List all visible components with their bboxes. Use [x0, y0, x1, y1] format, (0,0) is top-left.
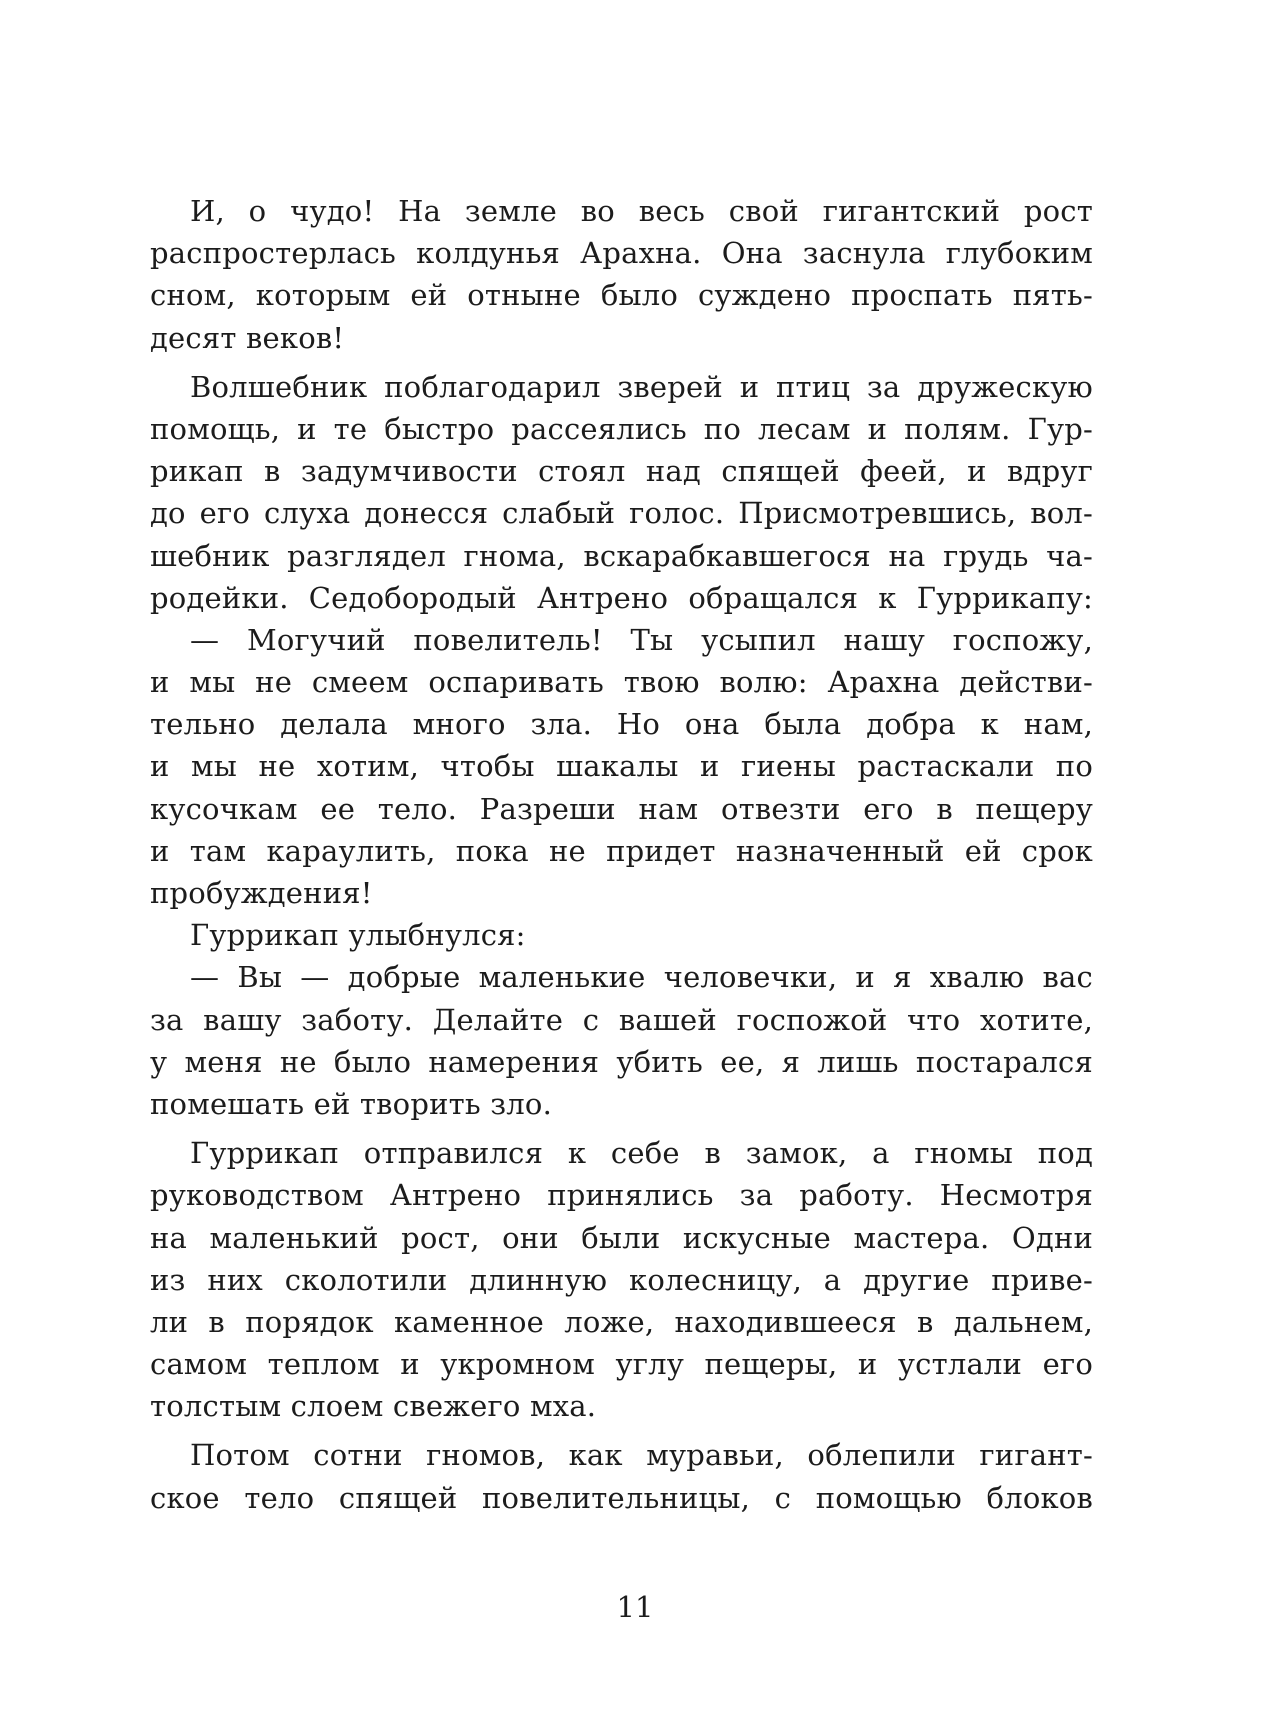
text-line: сном, которым ей отныне было суждено проспать пять-	[150, 278, 1093, 313]
body-text	[150, 190, 1093, 1519]
text-line: распростерлась колдунья Арахна. Она заснула глубоким	[150, 236, 1093, 271]
text-line: родейки. Седобородый Антрено обращался к Гуррикапу:	[150, 580, 1093, 615]
paragraph-7	[150, 1434, 1093, 1518]
text-line: толстым слоем свежего мха.	[150, 1389, 597, 1424]
text-line: — Вы — добрые маленькие человечки, и я хвалю вас	[190, 960, 1093, 995]
text-line: Волшебник поблагодарил зверей и птиц за дружескую	[190, 369, 1093, 404]
text-line: Потом сотни гномов, как муравьи, облепили гигант-	[190, 1438, 1093, 1473]
text-line: десят веков!	[150, 320, 345, 355]
text-line: Гуррикап улыбнулся:	[190, 918, 526, 953]
text-line: за вашу заботу. Делайте с вашей госпожой что хотите,	[150, 1002, 1093, 1037]
text-line: ское тело спящей повелительницы, с помощью блоков	[150, 1480, 1093, 1515]
text-line: — Могучий повелитель! Ты усыпил нашу госпожу,	[190, 622, 1093, 657]
text-line: самом теплом и укромном углу пещеры, и устлали его	[150, 1347, 1093, 1382]
text-line: ли в порядок каменное ложе, находившееся в дальнем,	[150, 1304, 1093, 1339]
text-line: руководством Антрено принялись за работу. Несмотря	[150, 1178, 1093, 1213]
text-line: у меня не было намерения убить ее, я лишь постарался	[150, 1044, 1093, 1079]
text-line: до его слуха донесся слабый голос. Присмотревшись, вол-	[150, 496, 1093, 531]
text-line: и там караулить, пока не придет назначенный ей срок	[150, 833, 1093, 868]
text-line: из них сколотили длинную колесницу, а другие приве-	[150, 1262, 1093, 1297]
text-line: помешать ей творить зло.	[150, 1086, 553, 1121]
paragraph-5	[150, 956, 1093, 1125]
paragraph-4	[150, 914, 1093, 956]
text-line: на маленький рост, они были искусные мастера. Одни	[150, 1220, 1093, 1255]
page-number: 11	[616, 1590, 654, 1624]
text-line: кусочкам ее тело. Разреши нам отвезти его в пещеру	[150, 791, 1093, 826]
text-line: и мы не смеем оспаривать твою волю: Арахна действи-	[150, 665, 1093, 700]
text-line: И, о чудо! На земле во весь свой гигантский рост	[190, 194, 1093, 228]
paragraph-6	[150, 1132, 1093, 1427]
text-line: помощь, и те быстро рассеялись по лесам и полям. Гур-	[150, 411, 1093, 446]
paragraph-3	[150, 619, 1093, 914]
paragraph-2	[150, 366, 1093, 619]
text-line: шебник разглядел гнома, вскарабкавшегося на грудь ча-	[150, 538, 1093, 573]
text-line: Гуррикап отправился к себе в замок, а гномы под	[190, 1136, 1093, 1171]
text-line: тельно делала много зла. Но она была добра к нам,	[150, 707, 1093, 742]
text-line: рикап в задумчивости стоял над спящей феей, и вдруг	[150, 454, 1093, 489]
text-line: пробуждения!	[150, 876, 373, 910]
text-line: и мы не хотим, чтобы шакалы и гиены растаскали по	[150, 749, 1093, 784]
paragraph-1	[150, 190, 1093, 359]
